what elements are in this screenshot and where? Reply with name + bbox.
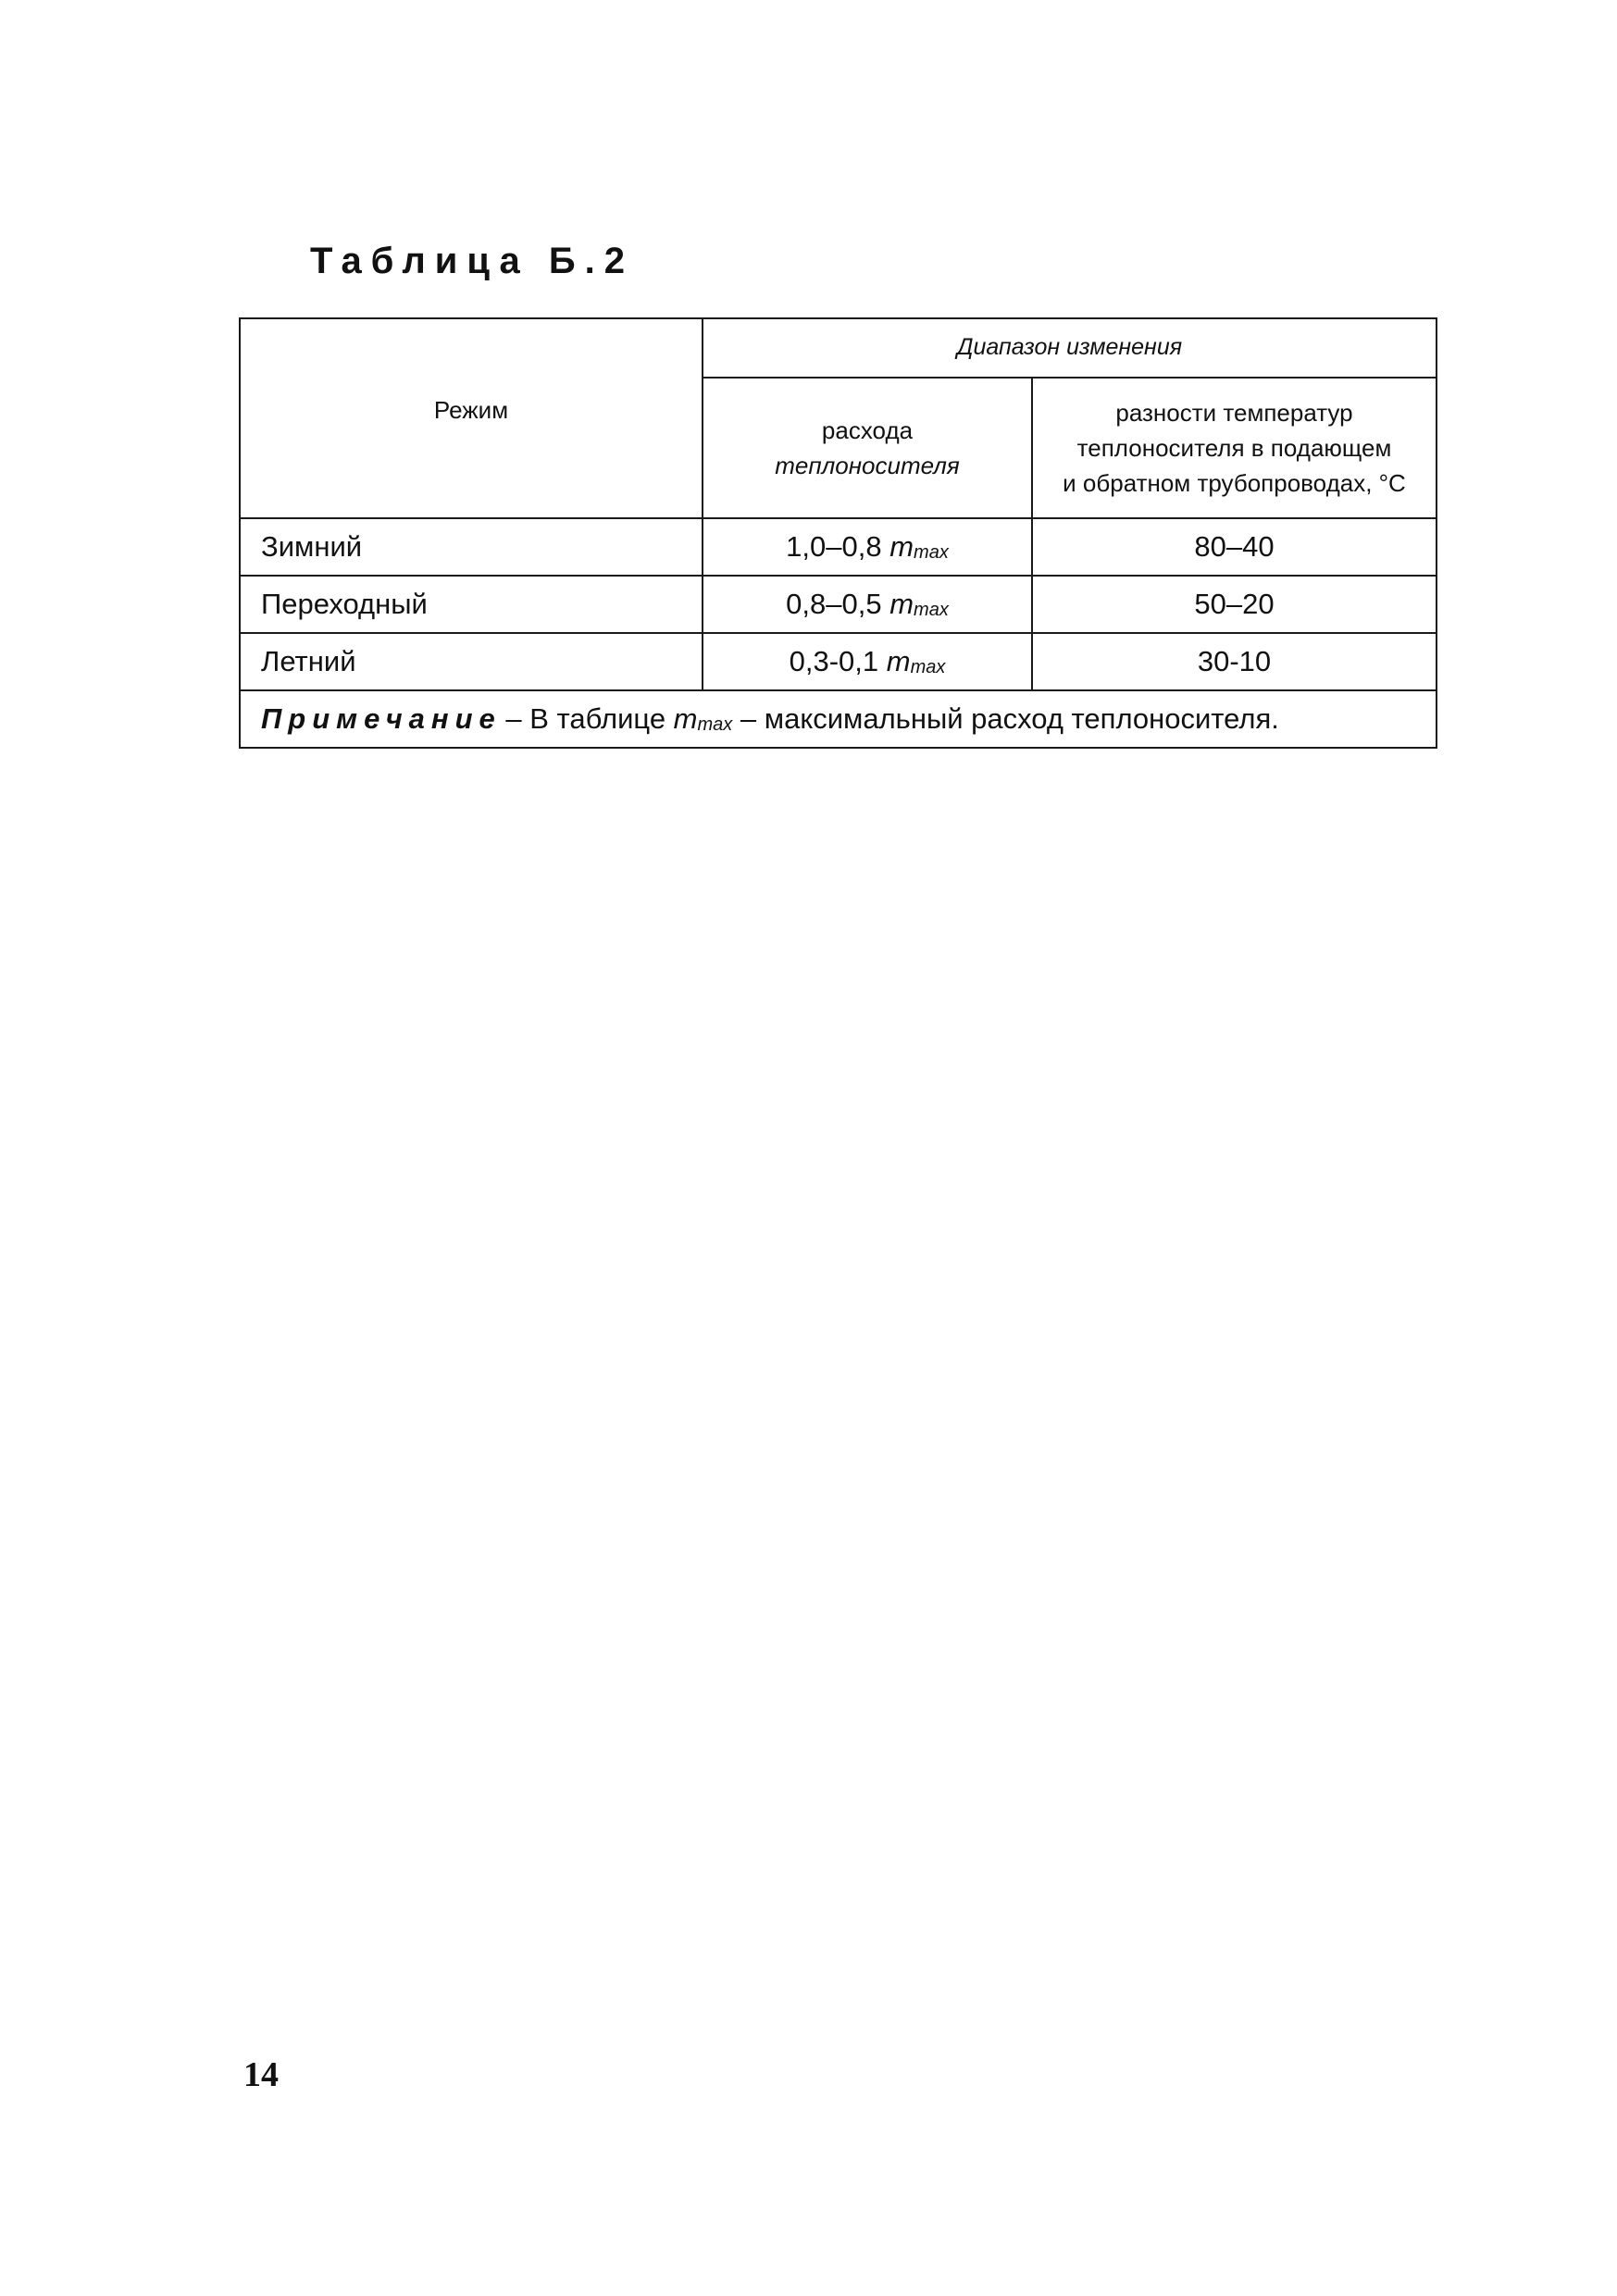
header-temp-line3: и обратном трубопроводах, °С <box>1063 468 1406 497</box>
header-temp-line2: теплоносителя в подающем <box>1076 433 1392 462</box>
header-range: Диапазон изменения <box>703 318 1437 378</box>
header-flow <box>703 378 1032 518</box>
row-flow-cell <box>703 633 1032 690</box>
row-flow-cell <box>703 518 1032 576</box>
table-title: Таблица Б.2 <box>310 241 634 281</box>
note-text-after: – максимальный расход теплоносителя. <box>732 702 1279 735</box>
row-temp-cell: 80–40 <box>1032 518 1437 576</box>
header-flow-line2: теплоносителя <box>775 451 960 479</box>
header-temp-line1: разности температур <box>1115 398 1353 427</box>
m-subscript: max <box>697 714 733 735</box>
row-flow-cell <box>703 576 1032 633</box>
table-row <box>240 518 1437 576</box>
note-text-before: – В таблице <box>497 702 674 735</box>
m-symbol: m <box>889 530 914 563</box>
row-mode-cell: Летний <box>240 633 703 690</box>
table-row <box>240 576 1437 633</box>
note-label: Примечание <box>261 702 502 735</box>
m-symbol: m <box>673 702 698 735</box>
flow-value: 1,0–0,8 <box>786 530 882 563</box>
note-cell <box>240 690 1437 748</box>
m-symbol: m <box>889 588 914 620</box>
row-temp-cell: 50–20 <box>1032 576 1437 633</box>
flow-value: 0,3-0,1 <box>789 645 879 677</box>
note-row <box>240 690 1437 748</box>
row-mode-cell: Зимний <box>240 518 703 576</box>
header-row-1 <box>240 318 1437 378</box>
table-row <box>240 633 1437 690</box>
header-flow-line1: расхода <box>821 416 914 444</box>
m-subscript: max <box>914 600 949 620</box>
data-table <box>239 317 1437 749</box>
m-subscript: max <box>914 542 949 563</box>
header-temp <box>1032 378 1437 518</box>
m-symbol: m <box>886 645 911 677</box>
page-number: 14 <box>243 2055 279 2094</box>
row-mode-cell: Переходный <box>240 576 703 633</box>
row-temp-cell: 30-10 <box>1032 633 1437 690</box>
header-mode: Режим <box>240 318 703 518</box>
flow-value: 0,8–0,5 <box>786 588 882 620</box>
m-subscript: max <box>910 657 946 677</box>
